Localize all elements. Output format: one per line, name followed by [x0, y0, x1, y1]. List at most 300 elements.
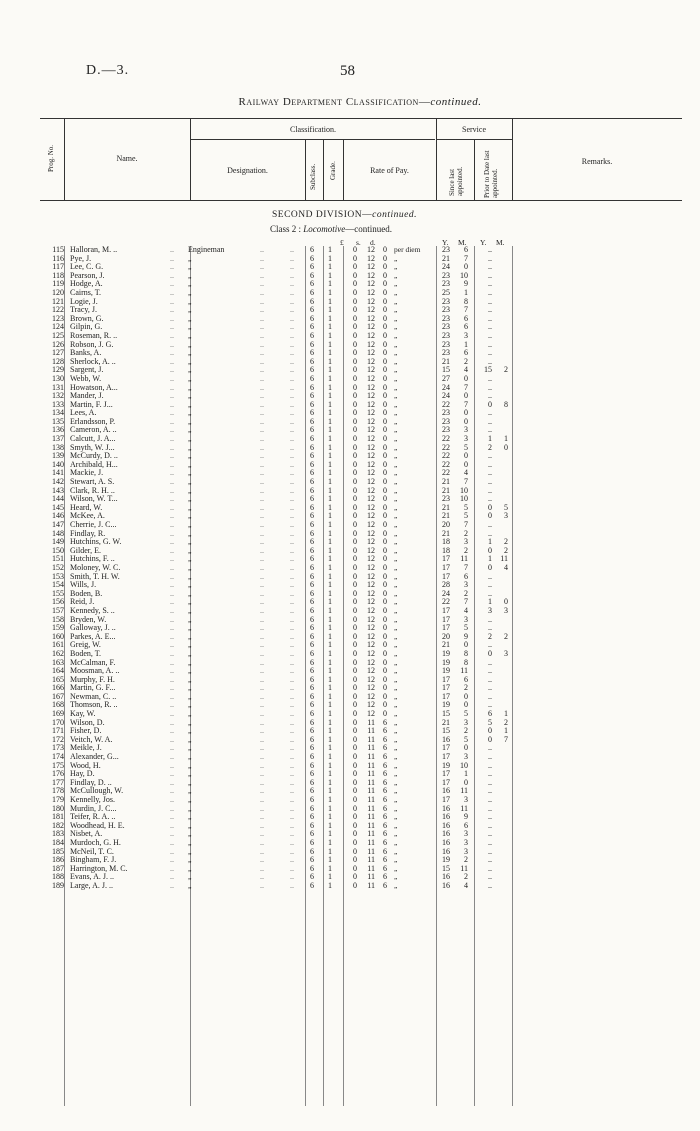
prog-no-cell: 163	[52, 657, 64, 667]
shillings-cell: 12	[367, 631, 375, 641]
leader-dots: ..	[290, 365, 294, 375]
shillings-cell: 12	[367, 494, 375, 504]
leader-dots: ..	[260, 734, 264, 744]
subclass-cell: 6	[310, 837, 314, 847]
name-cell: Fisher, D.	[70, 726, 102, 736]
subclass-cell: 6	[310, 477, 314, 487]
subclass-cell: 6	[310, 829, 314, 839]
leader-dots: ..	[290, 709, 294, 719]
since-months-cell: 2	[464, 726, 468, 736]
prog-no-cell: 142	[52, 477, 64, 487]
prog-no-cell: 168	[52, 700, 64, 710]
leader-dots: ..	[290, 829, 294, 839]
leader-dots: ..	[260, 459, 264, 469]
pounds-cell: 0	[353, 726, 357, 736]
prior-years-cell: ..	[488, 666, 492, 676]
prior-years-cell: ..	[488, 614, 492, 624]
subclass-cell: 6	[310, 717, 314, 727]
rate-note-cell: „	[394, 623, 398, 633]
name-cell: Sargent, J.	[70, 365, 104, 375]
grade-cell: 1	[328, 322, 332, 332]
name-cell: Bingham, F. J.	[70, 855, 117, 865]
name-cell: Woodhead, H. E.	[70, 820, 125, 830]
prior-years-cell: ..	[488, 305, 492, 315]
subclass-cell: 6	[310, 863, 314, 873]
leader-dots: ..	[170, 691, 174, 701]
shillings-cell: 12	[367, 434, 375, 444]
since-months-cell: 3	[464, 829, 468, 839]
since-years-cell: 16	[442, 872, 450, 882]
designation-cell: „	[188, 468, 192, 478]
leader-dots: ..	[290, 485, 294, 495]
since-years-cell: 22	[442, 399, 450, 409]
grade-cell: 1	[328, 795, 332, 804]
since-months-cell: 11	[460, 863, 468, 873]
subclass-cell: 6	[310, 623, 314, 633]
class-label: Class 2 :	[270, 224, 302, 234]
subclass-cell: 6	[310, 339, 314, 349]
since-months-cell: 3	[464, 614, 468, 624]
since-years-cell: 16	[442, 837, 450, 847]
pounds-cell: 0	[353, 657, 357, 667]
name-cell: Archibald, H...	[70, 459, 118, 469]
since-months-cell: 2	[464, 528, 468, 538]
pence-cell: 6	[383, 820, 387, 830]
prog-no-cell: 143	[52, 485, 64, 495]
subclass-cell: 6	[310, 571, 314, 581]
pounds-cell: 0	[353, 520, 357, 529]
prog-no-cell: 135	[52, 416, 64, 426]
pence-cell: 0	[383, 356, 387, 366]
leader-dots: ..	[170, 752, 174, 762]
grade-cell: 1	[328, 752, 332, 762]
grade-cell: 1	[328, 743, 332, 753]
leader-dots: ..	[290, 287, 294, 297]
since-months-cell: 4	[464, 605, 468, 615]
leader-dots: ..	[290, 313, 294, 323]
grade-cell: 1	[328, 339, 332, 349]
shillings-cell: 11	[367, 820, 375, 830]
rate-note-cell: „	[394, 631, 398, 641]
prior-years-cell: ..	[488, 640, 492, 650]
pounds-cell: 0	[353, 795, 357, 804]
leader-dots: ..	[170, 313, 174, 323]
leader-dots: ..	[290, 330, 294, 340]
leader-dots: ..	[290, 270, 294, 280]
pounds-cell: 0	[353, 734, 357, 744]
grade-cell: 1	[328, 769, 332, 779]
since-months-cell: 2	[464, 683, 468, 693]
leader-dots: ..	[170, 769, 174, 779]
since-years-cell: 23	[442, 494, 450, 504]
pounds-cell: 0	[353, 537, 357, 547]
shillings-cell: 12	[367, 597, 375, 607]
prog-no-cell: 152	[52, 562, 64, 572]
since-months-cell: 5	[464, 442, 468, 452]
designation-cell: „	[188, 511, 192, 521]
prog-no-cell: 155	[52, 588, 64, 598]
leader-dots: ..	[290, 605, 294, 615]
name-cell: Findlay, D. ..	[70, 777, 112, 787]
prog-no-cell: 149	[52, 537, 64, 547]
since-months-cell: 7	[464, 399, 468, 409]
designation-cell: „	[188, 459, 192, 469]
since-years-cell: 16	[442, 734, 450, 744]
since-years-cell: 23	[442, 279, 450, 289]
name-cell: Wills, J.	[70, 580, 97, 590]
pence-cell: 0	[383, 657, 387, 667]
grade-cell: 1	[328, 803, 332, 813]
grade-cell: 1	[328, 648, 332, 658]
name-cell: Bryden, W.	[70, 614, 107, 624]
since-years-cell: 16	[442, 820, 450, 830]
subclass-cell: 6	[310, 434, 314, 444]
since-months-cell: 0	[464, 262, 468, 272]
since-months-cell: 6	[464, 674, 468, 684]
prior-years-cell: ..	[488, 880, 492, 890]
leader-dots: ..	[290, 245, 294, 254]
pounds-cell: 0	[353, 820, 357, 830]
prior-years-cell: ..	[488, 743, 492, 753]
name-cell: Gilder, E.	[70, 545, 102, 555]
pounds-cell: 0	[353, 313, 357, 323]
grade-cell: 1	[328, 666, 332, 676]
leader-dots: ..	[260, 416, 264, 426]
shillings-cell: 11	[367, 880, 375, 890]
leader-dots: ..	[260, 709, 264, 719]
leader-dots: ..	[170, 296, 174, 306]
pounds-cell: 0	[353, 416, 357, 426]
since-months-cell: 0	[464, 451, 468, 461]
shillings-cell: 12	[367, 391, 375, 401]
leader-dots: ..	[170, 872, 174, 882]
since-years-cell: 23	[442, 339, 450, 349]
prog-no-cell: 180	[52, 803, 64, 813]
pence-cell: 6	[383, 846, 387, 856]
pence-cell: 6	[383, 829, 387, 839]
leader-dots: ..	[290, 769, 294, 779]
leader-dots: ..	[170, 468, 174, 478]
rate-note-cell: „	[394, 709, 398, 719]
designation-cell: „	[188, 434, 192, 444]
name-cell: Murphy, F. H.	[70, 674, 115, 684]
prior-years-cell: ..	[488, 245, 492, 254]
since-months-cell: 3	[464, 434, 468, 444]
rate-note-cell: „	[394, 855, 398, 865]
prior-months-cell: 2	[504, 545, 508, 555]
name-cell: Hodge, A.	[70, 279, 103, 289]
class-suffix: —continued.	[345, 224, 393, 234]
grade-cell: 1	[328, 837, 332, 847]
designation-cell: „	[188, 365, 192, 375]
leader-dots: ..	[170, 545, 174, 555]
shillings-cell: 11	[367, 837, 375, 847]
leader-dots: ..	[290, 648, 294, 658]
leader-dots: ..	[260, 829, 264, 839]
grade-cell: 1	[328, 305, 332, 315]
designation-cell: „	[188, 631, 192, 641]
since-months-cell: 0	[464, 691, 468, 701]
prior-years-cell: 0	[488, 562, 492, 572]
since-months-cell: 4	[464, 880, 468, 890]
subclass-cell: 6	[310, 442, 314, 452]
pence-cell: 6	[383, 803, 387, 813]
name-cell: McCurdy, D. ..	[70, 451, 118, 461]
rate-note-cell: „	[394, 382, 398, 392]
prog-no-cell: 151	[52, 554, 64, 564]
rate-note-cell: „	[394, 752, 398, 762]
prior-years-cell: ..	[488, 485, 492, 495]
subclass-cell: 6	[310, 709, 314, 719]
pounds-cell: 0	[353, 855, 357, 865]
leader-dots: ..	[170, 253, 174, 263]
leader-dots: ..	[290, 348, 294, 358]
leader-dots: ..	[260, 520, 264, 529]
grade-cell: 1	[328, 562, 332, 572]
grade-cell: 1	[328, 459, 332, 469]
leader-dots: ..	[260, 425, 264, 435]
grade-cell: 1	[328, 416, 332, 426]
rate-note-cell: „	[394, 812, 398, 822]
rate-note-cell: „	[394, 442, 398, 452]
shillings-cell: 12	[367, 545, 375, 555]
prog-no-cell: 160	[52, 631, 64, 641]
leader-dots: ..	[290, 880, 294, 890]
since-years-cell: 17	[442, 605, 450, 615]
leader-dots: ..	[290, 451, 294, 461]
name-cell: Hutchins, G. W.	[70, 537, 122, 547]
name-cell: Brown, G.	[70, 313, 104, 323]
subclass-cell: 6	[310, 872, 314, 882]
pence-cell: 6	[383, 743, 387, 753]
name-cell: Kennedy, S. ..	[70, 605, 115, 615]
grade-cell: 1	[328, 511, 332, 521]
shillings-cell: 12	[367, 322, 375, 332]
pounds-cell: 0	[353, 562, 357, 572]
designation-cell: „	[188, 640, 192, 650]
subclass-cell: 6	[310, 597, 314, 607]
subclass-cell: 6	[310, 674, 314, 684]
grade-cell: 1	[328, 442, 332, 452]
prior-years-cell: ..	[488, 322, 492, 332]
prior-months-cell: 1	[504, 709, 508, 719]
designation-cell: „	[188, 880, 192, 890]
rate-note-cell: „	[394, 528, 398, 538]
shillings-cell: 12	[367, 313, 375, 323]
rate-note-cell: „	[394, 313, 398, 323]
pence-cell: 0	[383, 245, 387, 254]
rate-of-pay-header: Rate of Pay.	[370, 166, 409, 175]
grade-cell: 1	[328, 614, 332, 624]
subclass-cell: 6	[310, 296, 314, 306]
prog-no-cell: 187	[52, 863, 64, 873]
pounds-cell: 0	[353, 305, 357, 315]
leader-dots: ..	[260, 279, 264, 289]
prog-no-cell: 169	[52, 709, 64, 719]
prog-no-cell: 116	[52, 253, 64, 263]
since-months-cell: 10	[460, 494, 468, 504]
leader-dots: ..	[170, 863, 174, 873]
designation-cell: „	[188, 846, 192, 856]
since-months-cell: 10	[460, 760, 468, 770]
shillings-cell: 12	[367, 305, 375, 315]
since-years-cell: 17	[442, 769, 450, 779]
name-cell: Halloran, M. ..	[70, 245, 118, 254]
grade-cell: 1	[328, 683, 332, 693]
shillings-cell: 11	[367, 777, 375, 787]
leader-dots: ..	[290, 597, 294, 607]
designation-cell: „	[188, 597, 192, 607]
name-cell: Kay, W.	[70, 709, 96, 719]
pence-cell: 0	[383, 571, 387, 581]
rate-note-cell: „	[394, 605, 398, 615]
leader-dots: ..	[260, 786, 264, 796]
pence-cell: 0	[383, 322, 387, 332]
leader-dots: ..	[260, 554, 264, 564]
since-years-cell: 21	[442, 502, 450, 512]
designation-cell: „	[188, 451, 192, 461]
pence-cell: 0	[383, 313, 387, 323]
pounds-cell: 0	[353, 700, 357, 710]
designation-cell: „	[188, 330, 192, 340]
designation-cell: „	[188, 666, 192, 676]
name-cell: Pearson, J.	[70, 270, 105, 280]
name-cell: Thomson, R. ..	[70, 700, 118, 710]
pence-cell: 0	[383, 511, 387, 521]
leader-dots: ..	[170, 399, 174, 409]
since-years-cell: 22	[442, 597, 450, 607]
grade-cell: 1	[328, 597, 332, 607]
rate-note-cell: „	[394, 554, 398, 564]
grade-cell: 1	[328, 391, 332, 401]
subclass-cell: 6	[310, 545, 314, 555]
shillings-cell: 11	[367, 803, 375, 813]
leader-dots: ..	[290, 691, 294, 701]
subclass-cell: 6	[310, 494, 314, 504]
subclass-cell: 6	[310, 348, 314, 358]
rate-note-cell: „	[394, 348, 398, 358]
prog-no-cell: 131	[52, 382, 64, 392]
prior-months-cell: 5	[504, 502, 508, 512]
pounds-cell: 0	[353, 760, 357, 770]
name-cell: Parkes, A. E...	[70, 631, 116, 641]
leader-dots: ..	[170, 528, 174, 538]
pounds-cell: 0	[353, 287, 357, 297]
designation-cell: „	[188, 691, 192, 701]
designation-cell: „	[188, 812, 192, 822]
prog-no-cell: 128	[52, 356, 64, 366]
pence-cell: 0	[383, 554, 387, 564]
pence-cell: 0	[383, 416, 387, 426]
name-header: Name.	[116, 154, 138, 163]
grade-cell: 1	[328, 434, 332, 444]
prog-no-cell: 118	[52, 270, 64, 280]
since-years-cell: 17	[442, 554, 450, 564]
designation-cell: „	[188, 305, 192, 315]
prog-no-cell: 129	[52, 365, 64, 375]
since-months-cell: 8	[464, 648, 468, 658]
since-months-cell: 2	[464, 855, 468, 865]
prior-years-cell: ..	[488, 391, 492, 401]
leader-dots: ..	[290, 502, 294, 512]
name-cell: Roseman, R. ..	[70, 330, 118, 340]
subclass-cell: 6	[310, 502, 314, 512]
designation-cell: „	[188, 674, 192, 684]
pounds-cell: 0	[353, 399, 357, 409]
leader-dots: ..	[290, 373, 294, 383]
shillings-cell: 12	[367, 640, 375, 650]
shillings-cell: 12	[367, 657, 375, 667]
since-years-cell: 17	[442, 795, 450, 804]
leader-dots: ..	[290, 872, 294, 882]
shillings-cell: 12	[367, 502, 375, 512]
subclass-cell: 6	[310, 279, 314, 289]
leader-dots: ..	[260, 391, 264, 401]
prior-years-cell: 5	[488, 717, 492, 727]
name-cell: Wilson, D.	[70, 717, 105, 727]
grade-cell: 1	[328, 451, 332, 461]
grade-cell: 1	[328, 399, 332, 409]
pounds-cell: 0	[353, 296, 357, 306]
shillings-cell: 12	[367, 537, 375, 547]
leader-dots: ..	[260, 588, 264, 598]
since-years-cell: 23	[442, 296, 450, 306]
name-cell: Galloway, J. ..	[70, 623, 116, 633]
rate-note-cell: „	[394, 657, 398, 667]
designation-cell: „	[188, 571, 192, 581]
prior-years-cell: ..	[488, 339, 492, 349]
since-months-cell: 9	[464, 631, 468, 641]
since-months-cell: 0	[464, 640, 468, 650]
since-months-cell: 4	[464, 468, 468, 478]
pounds-unit: £	[340, 238, 344, 247]
prior-years-cell: ..	[488, 855, 492, 865]
grade-cell: 1	[328, 605, 332, 615]
prog-no-cell: 172	[52, 734, 64, 744]
prior-years-cell: ..	[488, 451, 492, 461]
leader-dots: ..	[260, 477, 264, 487]
since-years-cell: 22	[442, 451, 450, 461]
name-cell: Nisbet, A.	[70, 829, 103, 839]
name-cell: Smith, T. H. W.	[70, 571, 120, 581]
since-years-cell: 28	[442, 580, 450, 590]
leader-dots: ..	[290, 614, 294, 624]
leader-dots: ..	[260, 502, 264, 512]
leader-dots: ..	[170, 803, 174, 813]
designation-cell: „	[188, 348, 192, 358]
pounds-cell: 0	[353, 691, 357, 701]
grade-cell: 1	[328, 777, 332, 787]
pounds-cell: 0	[353, 777, 357, 787]
name-cell: Webb, W.	[70, 373, 102, 383]
pence-cell: 0	[383, 640, 387, 650]
rate-note-cell: „	[394, 459, 398, 469]
prog-no-cell: 181	[52, 812, 64, 822]
subclass-cell: 6	[310, 425, 314, 435]
rate-note-cell: „	[394, 640, 398, 650]
leader-dots: ..	[170, 520, 174, 529]
designation-cell: „	[188, 657, 192, 667]
leader-dots: ..	[170, 262, 174, 272]
rate-note-cell: „	[394, 717, 398, 727]
pounds-cell: 0	[353, 597, 357, 607]
leader-dots: ..	[290, 752, 294, 762]
leader-dots: ..	[290, 580, 294, 590]
leader-dots: ..	[170, 356, 174, 366]
subclass-cell: 6	[310, 313, 314, 323]
prior-months-cell: 2	[504, 537, 508, 547]
leader-dots: ..	[290, 717, 294, 727]
